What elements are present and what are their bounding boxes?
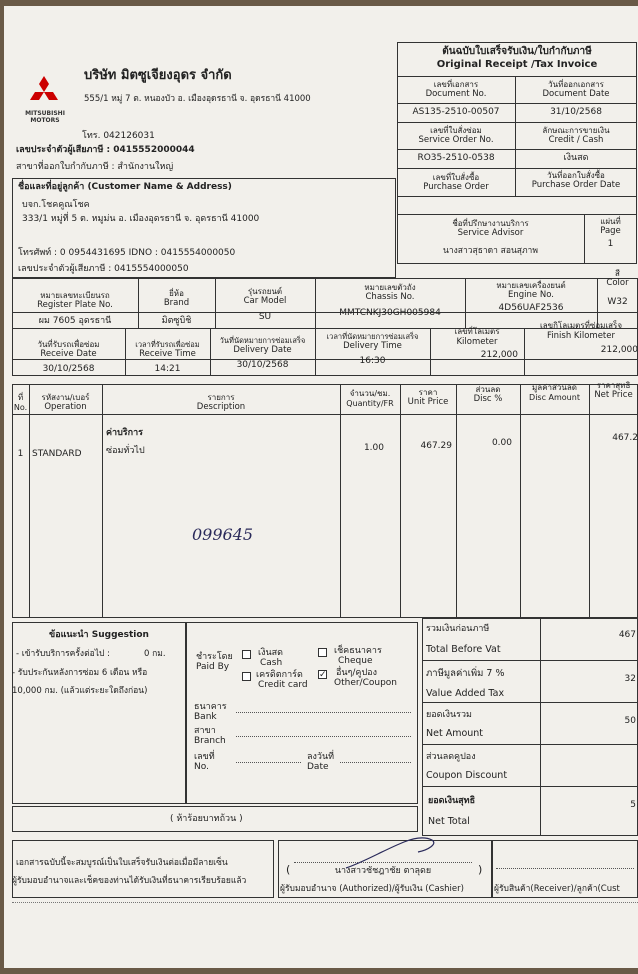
model-value: SU <box>258 312 272 322</box>
customer-address: 333/1 หมู่ที่ 5 ต. หมูม่น อ. เมืองอุดรธานี จ. อุดรธานี 41000 <box>22 214 260 224</box>
company-branch: สาขาที่ออกใบกำกับภาษี : สำนักงานใหญ่ <box>16 162 174 172</box>
customer-phone: โทรศัพท์ : 0 0954431695 IDNO : 0415554000050 <box>18 248 236 258</box>
payment-box <box>186 622 418 804</box>
net-amount-value: 50 <box>624 716 636 726</box>
doc-no-value: AS135-2510-00507 <box>412 107 500 117</box>
footer-note-box <box>12 840 274 898</box>
company-name: บริษัท มิตซูเจียงอุดร จำกัด <box>84 68 232 83</box>
handwritten-signature-icon <box>344 832 464 872</box>
service-advisor-value: นางสาวสุธาดา สอนสุภาพ <box>443 246 538 256</box>
customer-box <box>12 178 396 278</box>
receive-date-value: 30/10/2568 <box>42 364 95 374</box>
doc-title-th: ต้นฉบับใบเสร็จรับเงิน/ใบกำกับภาษี <box>442 46 592 57</box>
company-address: 555/1 หมู่ 7 ต. หนองบัว อ. เมืองอุดรธานี จ. อุดรธานี 41000 <box>84 94 311 104</box>
company-tax-id: เลขประจำตัวผู้เสียภาษี : 0415552000044 <box>16 145 195 155</box>
cash-checkbox[interactable] <box>242 650 251 659</box>
handwritten-note: 099645 <box>192 525 254 544</box>
company-phone: โทร. 042126031 <box>82 131 155 141</box>
delivery-date-value: 30/10/2568 <box>236 360 289 370</box>
items-table <box>12 384 638 618</box>
doc-title-en: Original Receipt /Tax Invoice <box>436 59 598 70</box>
logo-text: MITSUBISHI MOTORS <box>25 110 65 124</box>
color-value: W32 <box>607 297 628 307</box>
other-coupon-checkbox[interactable]: ✓ <box>319 670 327 680</box>
doc-date-value: 31/10/2568 <box>550 107 602 117</box>
chassis-value: MMTCNKJ30GH005984 <box>339 308 441 318</box>
cheque-checkbox[interactable] <box>318 648 327 657</box>
brand-value: มิตซูบิชิ <box>161 316 192 326</box>
kilometer-value: 212,000 <box>480 350 518 360</box>
cashier-name: นางสาวชัชฎาชัย ตาลุดย <box>334 866 432 876</box>
vat-value: 32 <box>624 674 636 684</box>
credit-card-checkbox[interactable] <box>242 672 251 681</box>
customer-name: บจก.โชคคูณโชค <box>22 200 90 210</box>
sale-type-value: เงินสด <box>563 153 589 163</box>
net-total-value: 5 <box>630 800 636 810</box>
invoice-page: MITSUBISHI MOTORS บริษัท มิตซูเจียงอุดร จำกัด 555/1 หมู่ 7 ต. หนองบัว อ. เมืองอุดรธานี จ. อุดรธานี 41000 โทร. 042126031 เลขประจำตัวผู้เสียภาษี : 0415552000044 สาขาที่ออกใบกำกับภาษี : สำนักงานใหญ่ ต้นฉบับใบเสร็จรับเงิน/ใบกำกับภาษี Original Receipt /Tax Invoice เลขที่เอกสาร Document No. วันที่ออกเอกสาร Document Date AS135-2510-00507 31/10/2568 เลขที่ใบสั่งซ่อม Service Order No. ลักษณะการขายเงิน Credit / Cash RO35-2510-0538 เงินสด เลขที่ใบสั่งซื้อ Purchase Order วันที่ออกใบสั่งซื้อ Purchase Order Date ชื่อที่ปรึกษางานบริการ Service Advisor แผ่นที่ Page นางสาวสุธาดา สอนสุภาพ 1 ชื่อและที่อยู่ลูกค้า (Customer Name & Address) บจก.โชคคูณโชค 333/1 หมู่ที่ 5 ต. หมูม่น อ. เมืองอุดรธานี จ. อุดรธานี 41000 โทรศัพท์ : 0 0954431695 IDNO : 0415554000050 เลขประจำตัวผู้เสียภาษี : 0415554000050 หมายเลขทะเบียนรถ Register Plate No. ยี่ห้อ Brand รุ่นรถยนต์ Car Model หมายเลขตัวถัง Chassis No. หมายเลขเครื่องยนต์ Engine No. สี Color ผม 7605 อุดรธานี มิตซูบิชิ SU MMTCNKJ30GH005984 4D56UAF2536 W32 วันที่รับรถเพื่อซ่อม Receive Date เวลาที่รับรถเพื่อซ่อม Receive Time วันที่นัดหมายการซ่อมเสร็จ Delivery Date เวลาที่นัดหมายการซ่อมเสร็จ Delivery Time เลขที่โลเมตร Kilometer เลขกิโลเมตรที่ซ่อมเสร็จ Finish Kilometer 30/10/2568 14:21 30/10/2568 16:30 212,000 212,000 ที่ No. รหัสงาน/เบอร์ Operation รายการ Description จำนวน/ชม. Quantity/FR ราคา Unit Price ส่วนลด Disc % มูลค่าส่วนลด Disc Amount ราคาสุทธิ Net Price 1 STANDARD ค่าบริการ ซ่อมทั่วไป 1.00 467.29 0.00 467.2 099645 ข้อแนะนำ Suggestion - เข้ารับบริการครั้งต่อไป : 0 กม. - รับประกันหลังการซ่อม 6 เดือน หรือ 10,000 กม. (แล้วแต่ระยะใดถึงก่อน) ชำระโดย Paid By เงินสด Cash เช็คธนาคาร Cheque เครดิตการ์ด Credit card ✓ อื่นๆ/คูปอง Other/Coupon ธนาคาร Bank สาขา Branch เลขที่ No. ลงวันที่ Date รวมเงินก่อนภาษี Total Before Vat 467 ภาษีมูลค่าเพิ่ม 7 % Value Added Tax 32 ยอดเงินรวม Net Amount 50 ส่วนลดคูปอง Coupon Discount ยอดเงินสุทธิ Net Total 5 ( ห้าร้อยบาทถ้วน ) เอกสารฉบับนี้จะสมบูรณ์เป็นใบเสร็จรับเงินต่อเมื่อมีลายเซ็น ผู้รับมอบอำนาจและเช็คของท่านได้รับเงินที่ธนาคารเรียบร้อยแล้ว ( นางสาวชัชฎาชัย ตาลุดย ) ผู้รับมอบอำนาจ (Authorized)/ผู้รับเงิน (Cashier) ผู้รับสินค้า(Receiver)/ลูกค้า(Cust <box>4 6 638 968</box>
amount-in-words: ( ห้าร้อยบาทถ้วน ) <box>170 814 243 824</box>
engine-value: 4D56UAF2536 <box>498 303 564 313</box>
mitsubishi-logo-icon <box>26 76 62 110</box>
customer-label: ชื่อและที่อยู่ลูกค้า (Customer Name & Address) <box>18 182 232 192</box>
finish-kilometer-value: 212,000 <box>600 345 638 355</box>
service-order-value: RO35-2510-0538 <box>417 153 495 163</box>
total-before-vat-value: 467 <box>618 630 636 640</box>
delivery-time-value: 16:30 <box>359 356 386 366</box>
customer-tax-id: เลขประจำตัวผู้เสียภาษี : 0415554000050 <box>18 264 189 274</box>
plate-value: ผม 7605 อุดรธานี <box>38 316 112 326</box>
page-no-value: 1 <box>607 239 614 249</box>
receive-time-value: 14:21 <box>154 364 181 374</box>
